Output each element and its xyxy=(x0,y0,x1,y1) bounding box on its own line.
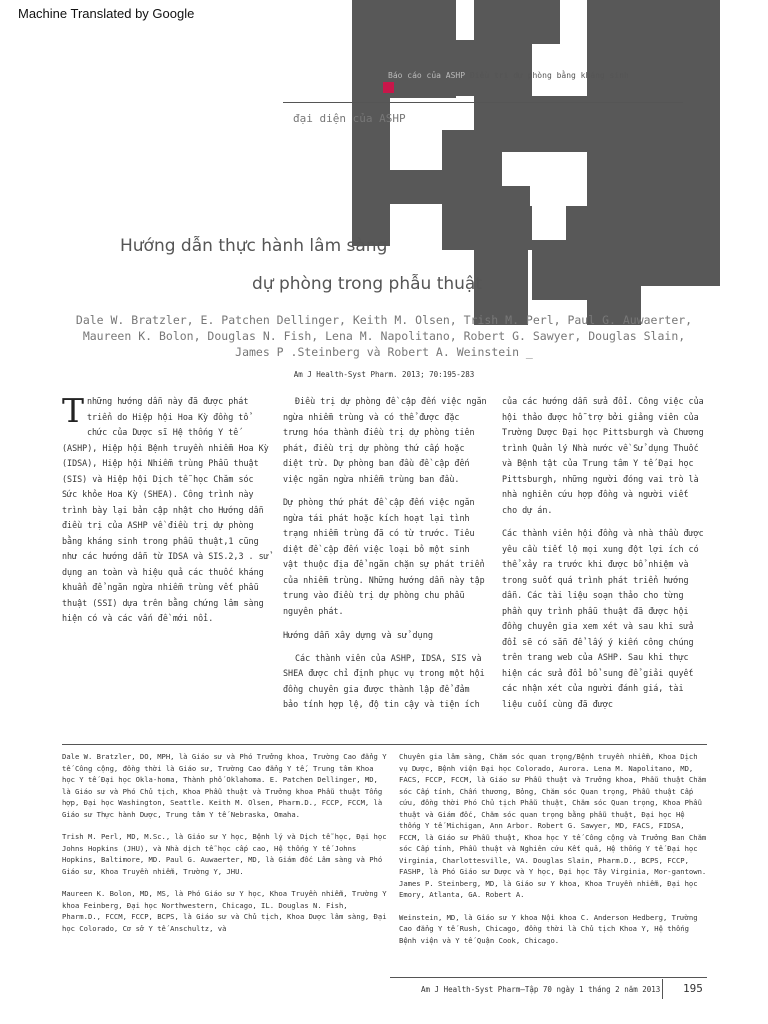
page-number: 195 xyxy=(683,982,703,995)
affiliations-divider xyxy=(62,744,707,745)
author-line: Maureen K. Bolon, Douglas N. Fish, Lena M. Napolitano, Robert G. Sawyer, Douglas Slain, xyxy=(82,329,686,343)
body-column-2 xyxy=(283,394,489,721)
body-paragraph: Các thành viên hội đồng và nhà thầu được yêu cầu tiết lộ mọi xung đột lợi ích có thể xảy ra trước khi được bổ nhiệm và trong suốt quá trình phát triển hướng dẫn. Các tài liệu soạn thảo cho từng phần quy trình phẫu thuật đã được hội đồng chuyên gia xem xét và sau khi sửa đổi sẽ có sẵn để lấy ý kiến công chúng trên trang web của ASHP. Sau khi thực hiện các sửa đổi bổ sung để giải quyết các nhận xét của người đánh giá, tài liệu cuối cùng đã được xyxy=(502,528,704,709)
section-heading: Hướng dẫn xây dựng và sử dụng xyxy=(283,631,434,641)
body-paragraph: Dự phòng thứ phát đề cập đến việc ngăn ngừa tái phát hoặc kích hoạt lại tình trạng nhiễm trùng đã có từ trước. Tiêu diệt đề cập đến việc loại bỏ một sinh vật thuộc địa để ngăn chặn sự phát triển của nhiễm trùng. Những hướng dẫn này tập trung vào điều trị dự phòng chu phẫu nguyên phát. xyxy=(283,497,485,616)
affiliation-paragraph: Weinstein, MD, là Giáo sư Y khoa Nội khoa C. Anderson Hedberg, Trường Cao đẳng Y tế Rush, Chicago, đồng thời là Chủ tịch Khoa Y, Hệ thống Bệnh viện và Y tế Quận Cook, Chicago. xyxy=(399,912,698,945)
article-title-line2: dự phòng trong phẫu thuật xyxy=(252,274,483,294)
accent-square-icon xyxy=(383,82,394,93)
author-line: Dale W. Bratzler, E. Patchen Dellinger, Keith M. Olsen, Trish M. Perl, Paul G. Auwaerter, xyxy=(75,313,693,327)
affiliation-paragraph: Dale W. Bratzler, DO, MPH, là Giáo sư và Phó Trưởng khoa, Trường Cao đẳng Y tế Công cộng, đồng thời là Giáo sư, Trường Cao đẳng Y tế, Trung tâm Khoa học Y tế Đại học Okla-homa, Thành phố Oklahoma. E. Patchen Dellinger, MD, là Giáo sư và Phó Chủ tịch, Khoa Phẫu thuật và Trưởng khoa Phẫu thuật Tổng hợp, Đại học Washington, Seattle. Keith M. Olsen, Pharm.D., FCCP, FCCM, là Giáo sư Thực hành Dược, Trung tâm Y tế Nebraska, Omaha. xyxy=(62,752,387,819)
journal-citation: Am J Health-Syst Pharm. 2013; 70:195-283 xyxy=(293,370,475,379)
body-paragraph: Điều trị dự phòng đề cập đến việc ngăn ngừa nhiễm trùng và có thể được đặc trưng hóa thành điều trị dự phòng tiên phát, điều trị dự phòng thứ cấp hoặc diệt trừ. Dự phòng ban đầu đề cập đến việc ngăn ngừa nhiễm trùng ban đầu. xyxy=(283,396,487,484)
breadcrumb-report-label: Báo cáo của ASHP xyxy=(388,71,466,80)
affiliations-left xyxy=(62,751,387,945)
header-divider xyxy=(283,102,683,103)
author-line: James P .Steinberg và Robert A. Weinstein _ xyxy=(235,345,533,359)
author-list xyxy=(40,312,728,360)
breadcrumb-topic: Điều trị dự phòng bằng kháng sinh xyxy=(465,71,629,80)
report-breadcrumb xyxy=(388,71,629,80)
affiliation-paragraph: Chuyên gia lâm sàng, Chăm sóc quan trọng/Bệnh truyền nhiễm, Khoa Dịch vụ Dược, Bệnh viện Đại học Colorado, Aurora. Lena M. Napolitano, MD, FACS, FCCP, FCCM, là Giáo sư Phẫu thuật và Trưởng khoa, Phẫu thuật Chăm sóc Cấp tính, Chấn thương, Bỏng, Chăm sóc Quan trọng, Phẫu thuật Cấp cứu, đồng thời Phó Chủ tịch Phẫu thuật, Chăm sóc Quan trọng, Khoa Phẫu thuật và Giám đốc, Chăm sóc quan trọng bằng phẫu thuật, Đại học Hệ thống Y tế Michigan, Ann Arbor. Robert G. Sawyer, MD, FACS, FIDSA, FCCM, là Giáo sư Phẫu thuật, Khoa học Y tế Công cộng và Trưởng Ban Chăm sóc Cấp tính, Phẫu thuật và Nghiên cứu Kết quả, Hệ thống Y tế Đại học Virginia, Charlottesville, VA. Douglas Slain, Pharm.D., BCPS, FCCP, FASHP, là Phó Giáo sư Dược và Y học, Đại học Tây Virginia, Mor-gantown. James P. Steinberg, MD, là Giáo sư Y khoa, Khoa Truyền nhiễm, Đại học Emory, Atlanta, GA. Robert A. xyxy=(399,752,707,899)
footer-separator xyxy=(662,979,663,999)
body-paragraph: những hướng dẫn này đã được phát triển do Hiệp hội Hoa Kỳ đồng tổ chức của Dược sĩ Hệ thống Y tế (ASHP), Hiệp hội Bệnh truyền nhiễm Hoa Kỳ (IDSA), Hiệp hội Nhiễm trùng Phẫu thuật (SIS) và Hiệp hội Dịch tễ học Chăm sóc Sức khỏe Hoa Kỳ (SHEA). Công trình này trình bày lại bản cập nhật cho Hướng dẫn điều trị của ASHP về điều trị dự phòng bằng kháng sinh trong phẫu thuật,1 cũng như các hướng dẫn từ IDSA và SIS.2,3 . sử dụng an toàn và hiệu quả các thuốc kháng khuẩn để ngăn ngừa nhiễm trùng vết phẫu thuật (SSI) dựa trên bằng chứng lâm sàng hiện có và các vấn đề mới nổi. xyxy=(62,396,269,623)
drop-cap: T xyxy=(62,391,85,430)
affiliations-right xyxy=(399,751,709,957)
body-paragraph: của các hướng dẫn sửa đổi. Công việc của hội thảo được hỗ trợ bởi giảng viên của Trường Dược Đại học Pittsburgh và Chương trình Quản lý Nhà nước về Sử dụng Thuốc và Bệnh tật của Trung tâm Y tế Đại học Pittsburgh, những người đóng vai trò là nhà nghiên cứu hợp đồng và người viết cho dự án. xyxy=(502,396,704,515)
article-title-line1: Hướng dẫn thực hành lâm sàng xyxy=(120,236,388,256)
representative-label: đại diện của ASHP xyxy=(293,112,406,125)
body-paragraph: Các thành viên của ASHP, IDSA, SIS và SHEA được chỉ định phục vụ trong một hội đồng chuyên gia được thành lập để đảm bảo tính hợp lệ, độ tin cậy và tiện ích xyxy=(283,652,485,709)
affiliation-paragraph: Maureen K. Bolon, MD, MS, là Phó Giáo sư Y học, Khoa Truyền nhiễm, Trường Y khoa Feinberg, Đại học Northwestern, Chicago, IL. Douglas N. Fish, Pharm.D., FCCM, FCCP, BCPS, là Giáo sư và Chủ tịch, Khoa Dược lâm sàng, Đại học Colorado, Cơ sở Y tế Anschultz, và xyxy=(62,889,387,933)
body-column-1 xyxy=(62,391,272,635)
footer-divider xyxy=(390,977,707,978)
machine-translation-banner: Machine Translated by Google xyxy=(18,6,195,21)
affiliation-paragraph: Trish M. Perl, MD, M.Sc., là Giáo sư Y học, Bệnh lý và Dịch tễ học, Đại học Johns Hopkins (JHU), và Nhà dịch tễ học cấp cao, Hệ thống Y tế Johns Hopkins, Baltimore, MD. Paul G. Auwaerter, MD, là Giám đốc Lâm sàng và Phó Giáo sư, Khoa Truyền nhiễm, Trường Y, JHU. xyxy=(62,832,387,876)
footer-journal-info: Am J Health-Syst Pharm—Tập 70 ngày 1 tháng 2 năm 2013 xyxy=(421,985,661,994)
body-column-3 xyxy=(502,394,708,720)
